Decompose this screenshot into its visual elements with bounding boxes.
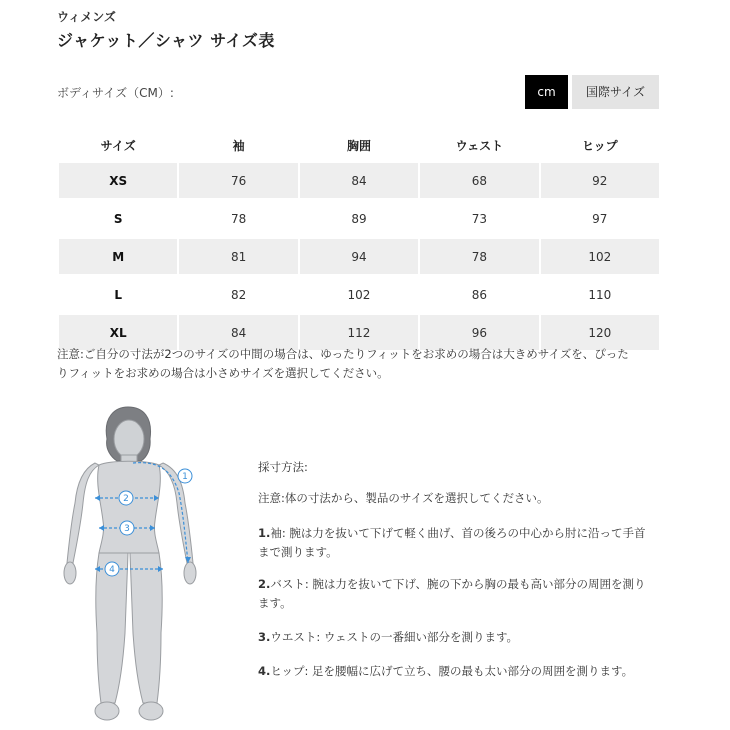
marker-3: 3 (124, 524, 130, 534)
howto-step-line (258, 575, 678, 594)
hip-cell: 110 (588, 287, 612, 302)
size-cell: XS (59, 163, 177, 198)
table-header-row (59, 130, 659, 160)
howto-note: 注意:体の寸法から、製品のサイズを選択してください。 (258, 491, 549, 505)
waist-cell: 68 (420, 163, 538, 198)
sleeve-cell: 84 (179, 315, 297, 350)
unit-international-button[interactable]: 国際サイズ (572, 75, 659, 109)
step-text: ヒップ: 足を腰幅に広げて立ち、腰の最も太い部分の周囲を測ります。 (270, 664, 634, 678)
marker-2: 2 (123, 494, 129, 504)
hip-cell: 97 (592, 211, 608, 226)
hip-cell: 120 (541, 315, 659, 350)
chest-cell: 94 (300, 239, 418, 274)
hip-cell: 92 (541, 163, 659, 198)
female-body-silhouette (64, 407, 196, 720)
size-cell: S (113, 211, 123, 226)
sleeve-cell: 76 (179, 163, 297, 198)
waist-cell: 96 (420, 315, 538, 350)
fit-note (57, 345, 667, 383)
column-header-size: サイズ (100, 138, 136, 153)
chest-cell: 102 (347, 287, 371, 302)
table-row (59, 201, 659, 236)
table-row (59, 163, 659, 198)
howto-step-line (258, 628, 678, 647)
step-number: 3. (258, 630, 271, 644)
body-size-label: ボディサイズ（CM）: (57, 86, 174, 100)
sleeve-cell: 78 (230, 211, 247, 226)
chest-cell: 84 (300, 163, 418, 198)
howto-step-sleeve (258, 524, 678, 562)
fit-note-line-2: りフィットをお求めの場合は小さめサイズを選択してください。 (57, 366, 389, 380)
size-table (57, 127, 661, 353)
marker-1: 1 (182, 472, 188, 482)
column-header-chest: 胸囲 (346, 138, 371, 153)
marker-4: 4 (109, 565, 115, 575)
waist-cell: 73 (471, 211, 487, 226)
step-text: ウエスト: ウェストの一番細い部分を測ります。 (270, 630, 519, 644)
size-cell: M (59, 239, 177, 274)
howto-step-bust (258, 575, 678, 613)
chest-cell: 112 (300, 315, 418, 350)
howto-step-line (258, 524, 678, 543)
size-cell: XL (59, 315, 177, 350)
chest-cell: 89 (351, 211, 367, 226)
waist-cell: 86 (471, 287, 487, 302)
step-number: 1. (258, 526, 271, 540)
size-cell: L (114, 287, 123, 302)
column-header-sleeve: 袖 (232, 138, 245, 153)
table-row (59, 277, 659, 312)
step-text: 袖: 腕は力を抜いて下げて軽く曲げ、首の後ろの中心から肘に沿って手首 (270, 526, 646, 540)
sleeve-cell: 81 (179, 239, 297, 274)
column-header-waist: ウェスト (455, 138, 504, 153)
step-text: バスト: 腕は力を抜いて下げ、腕の下から胸の最も高い部分の周囲を測り (270, 577, 646, 591)
column-header-hip: ヒップ (581, 138, 618, 153)
step-number: 4. (258, 664, 271, 678)
body-measurement-figure (55, 403, 215, 728)
howto-step-line (258, 662, 678, 681)
section-subtitle: ウィメンズ (57, 10, 116, 24)
howto-step-waist (258, 628, 678, 647)
table-row (59, 239, 659, 274)
fit-note-line-1: 注意:ご自分の寸法が2つのサイズの中間の場合は、ゆったりフィットをお求めの場合は大きめサイズを、ぴった (57, 347, 629, 361)
howto-step-line: まで測ります。 (258, 545, 338, 559)
howto-step-line: ます。 (258, 596, 292, 610)
howto-heading: 採寸方法: (258, 460, 308, 474)
page-title: ジャケット／シャツ サイズ表 (57, 31, 275, 50)
sleeve-cell: 82 (230, 287, 247, 302)
step-number: 2. (258, 577, 271, 591)
hip-cell: 102 (541, 239, 659, 274)
waist-cell: 78 (420, 239, 538, 274)
howto-step-hip (258, 662, 678, 681)
unit-cm-button[interactable]: cm (525, 75, 568, 109)
